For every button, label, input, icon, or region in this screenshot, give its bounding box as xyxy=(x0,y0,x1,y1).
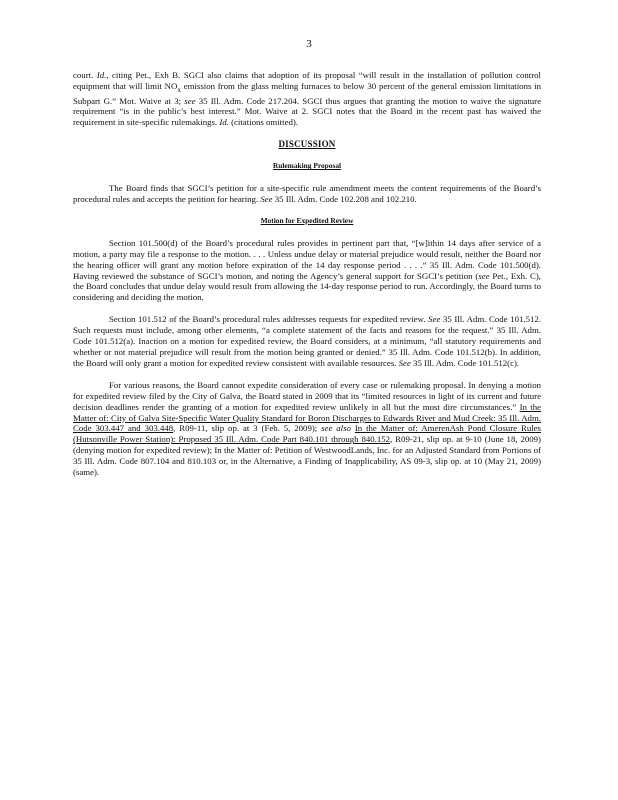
citation-ameren-ash: In the Matter of: AmerenAsh Pond Closure Rules (Hutsonville Power Station): Proposed 35 Ill. Adm. Code Part 840.101 through 840.152 xyxy=(73,423,541,445)
citation-city-of-galva: In the Matter of: City of Galva Site-Specific Water Quality Standard for Boron Discharges to Edwards River and Mud Creek: 35 Ill. Adm. Code 303.447 and 303.448 xyxy=(73,401,541,434)
paragraph-section-101-500: Section 101.500(d) of the Board’s procedural rules provides in pertinent part that, “[w]ithin 14 days after service of a motion, a party may file a response to the motion. . . . Unless undue delay or material prejudice would result, neither the Board nor the hearing officer will grant any motion before expiration of the 14 day response period . . . .” 35 Ill. Adm. Code 101.500(d). Having reviewed the substance of SGCI’s motion, and noting the Agency’s general support for SGCI’s petition (see Pet., Exh. C), the Board concludes that undue delay would result from allowing the 14-day response period to run. Accordingly, the Board turns to considering and deciding the motion. xyxy=(73,237,541,303)
document-body xyxy=(73,70,541,478)
heading-discussion: DISCUSSION xyxy=(278,139,336,150)
heading-rulemaking-proposal: Rulemaking Proposal xyxy=(272,161,342,171)
paragraph-sgci-claims: court. Id., citing Pet., Exh B. SGCI also claims that adoption of its proposal “will result in the installation of pollution control equipment that will limit $NO_x$ emission from the glass melting furnaces to below 30 percent of the general emission limitations in Subpart G.” Mot. Waive at 3; see 35 Ill. Adm. Code 217.204. SGCI thus argues that granting the motion to waive the signature requirement “is in the public’s best interest.” Mot. Waive at 2. SGCI notes that the Board in the recent past has waived the requirement in site-specific rulemakings. Id. (citations omitted). xyxy=(73,70,541,128)
paragraph-various-reasons: For various reasons, the Board cannot expedite consideration of every case or rulemaking proposal. In denying a motion for expedited review filed by the City of Galva, the Board stated in 2009 that its “limited resources in light of its current and future decision deadlines render the granting of a motion for expedited review unlikely in all but the most dire circumstances.” In the Matter of: City of Galva Site-Specific Water Quality Standard for Boron Discharges to Edwards River and Mud Creek: 35 Ill. Adm. Code 303.447 and 303.448, R09-11, slip op. at 3 (Feb. 5, 2009); see also In the Matter of: AmerenAsh Pond Closure Rules (Hutsonville Power Station): Proposed 35 Ill. Adm. Code Part 840.101 through 840.152, R09-21, slip op. at 9-10 (June 18, 2009) (denying motion for expedited review); In the Matter of: Petition of WestwoodLands, Inc. for an Adjusted Standard from Portions of 35 Ill. Adm. Code 807.104 and 810.103 or, in the Alternative, a Finding of Inapplicability, AS 09-3, slip op. at 10 (May 21, 2009) (same). xyxy=(73,379,541,478)
paragraph-board-finds: The Board finds that SGCI’s petition for a site-specific rule amendment meets the content requirements of the Board’s procedural rules and accepts the petition for hearing. See 35 Ill. Adm. Code 102.208 and 102.210. xyxy=(73,183,541,204)
page-number: 3 xyxy=(306,38,312,50)
paragraph-section-101-512: Section 101.512 of the Board’s procedural rules addresses requests for expedited review. See 35 Ill. Adm. Code 101.512. Such requests must include, among other elements, “a complete statement of the facts and reasons for the request.” 35 Ill. Adm. Code 101.512(a). Inaction on a motion for expedited review, the Board considers, at a minimum, “all statutory requirements and whether or not material prejudice will result from the motion being granted or denied.” 35 Ill. Adm. Code 101.512(b). In addition, the Board will only grant a motion for expedited review consistent with available resources. See 35 Ill. Adm. Code 101.512(c). xyxy=(73,314,541,368)
heading-motion-expedited-review: Motion for Expedited Review xyxy=(260,215,354,225)
